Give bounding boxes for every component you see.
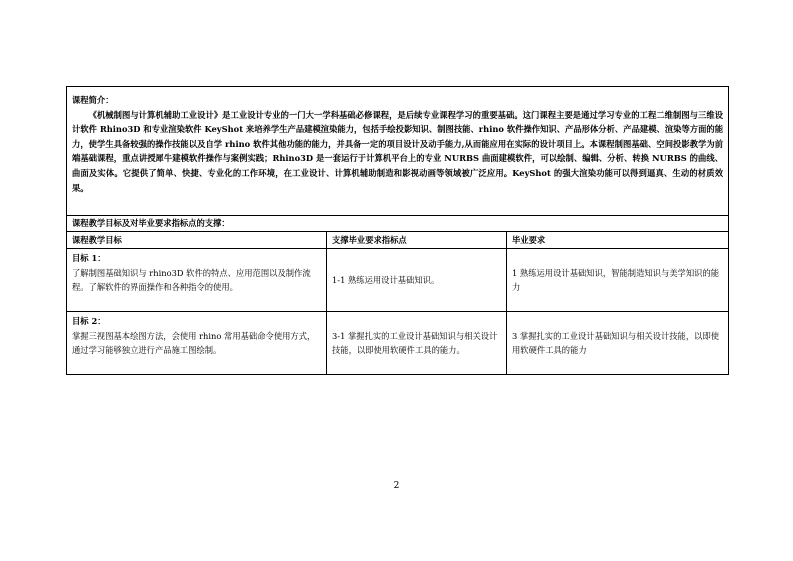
objective-cell <box>67 312 327 375</box>
objective-text: 掌握三视图基本绘图方法，会使用 rhino 常用基础命令使用方式，通过学习能够独立进行产品施工图绘制。 <box>72 330 316 356</box>
intro-body: 《机械制图与计算机辅助工业设计》是工业设计专业的一门大一学科基础必修课程，是后续专业课程学习的重要基础。这门课程主要是通过学习专业的工程二维制图与三维设计软件 Rhino3D 和专业渲染软件 KeyShot 来培养学生产品建模渲染能力，包括手绘投影知识、制图技能、rhino 软件操作知识、产品形体分析、产品建模、渲染等方面的能力，使学生具备较强的操作技能以及自学 rhino 软件其他功能的能力，并具备一定的项目设计及动手能力,从而能应用在实际的设计项目上。本课程制图基础、空间投影教学为前端基础课程，重点讲授犀牛建模软件操作与案例实践；Rhino3D 是一套运行于计算机平台上的专业 NURBS 曲面建模软件，可以绘制、编辑、分析、转换 NURBS 的曲线、曲面及实体。它提供了简单、快捷、专业化的工作环境，在工业设计、计算机辅助制造和影视动画等领域被广泛应用。KeyShot 的强大渲染功能可以得到逼真、生动的材质效果。 <box>72 109 724 193</box>
requirement-cell: 3 掌握扎实的工业设计基础知识与相关设计技能，以即使用软硬件工具的能力 <box>507 312 729 375</box>
objectives-heading-row <box>67 216 729 232</box>
table-row <box>67 312 729 375</box>
intro-cell <box>67 87 729 216</box>
intro-row <box>67 87 729 216</box>
objective-text: 了解制图基础知识与 rhino3D 软件的特点、应用范围以及制作流程。了解软件的界面操作和各种指令的使用。 <box>72 267 311 293</box>
column-header-indicator: 支撑毕业要求指标点 <box>327 231 507 249</box>
indicator-cell: 1-1 熟练运用设计基础知识。 <box>327 249 507 312</box>
objective-title: 目标 1： <box>72 253 106 264</box>
column-header-row <box>67 231 729 249</box>
column-header-objective: 课程教学目标 <box>67 231 327 249</box>
objectives-heading: 课程教学目标及对毕业要求指标点的支撑： <box>67 216 729 232</box>
intro-heading: 课程简介： <box>72 95 114 105</box>
requirement-cell: 1 熟练运用设计基础知识，智能制造知识与美学知识的能力 <box>507 249 729 312</box>
objective-title: 目标 2： <box>72 316 106 327</box>
objective-cell <box>67 249 327 312</box>
indicator-cell: 3-1 掌握扎实的工业设计基础知识与相关设计技能，以即使用软硬件工具的能力。 <box>327 312 507 375</box>
page-number: 2 <box>393 481 400 491</box>
course-table <box>66 86 729 375</box>
column-header-requirement: 毕业要求 <box>507 231 729 249</box>
table-row <box>67 249 729 312</box>
